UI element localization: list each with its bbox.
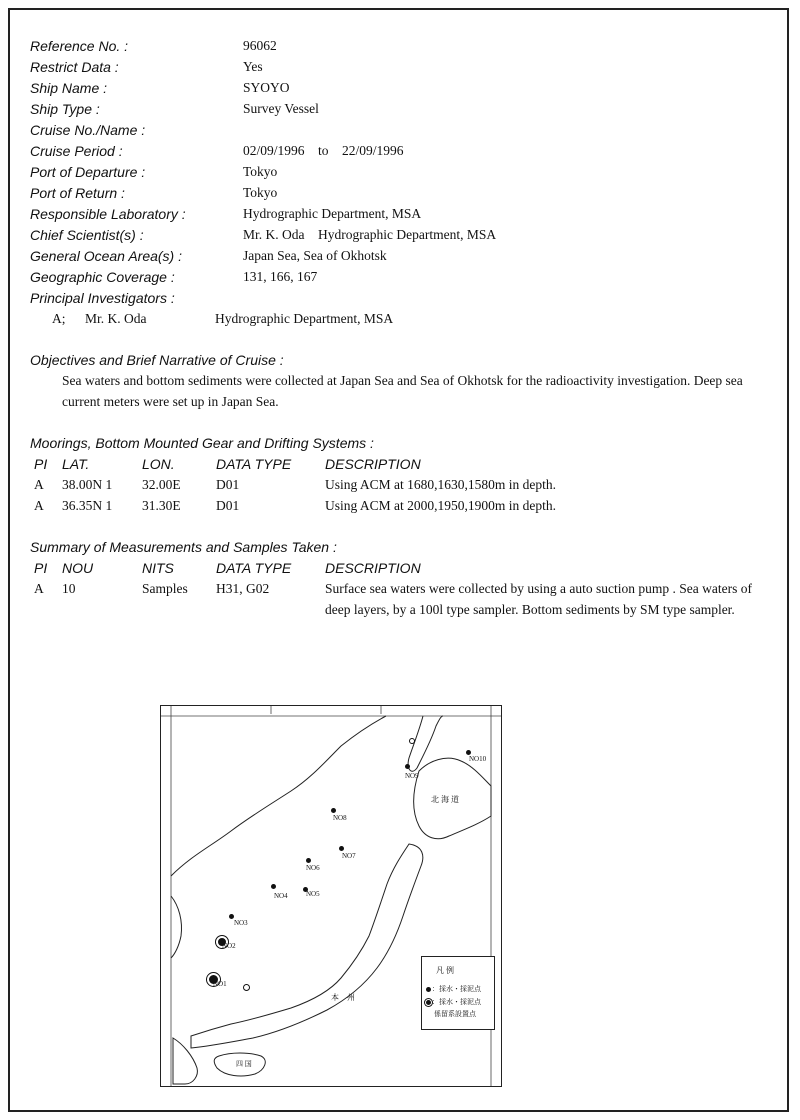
station-label: NO2 <box>222 942 236 950</box>
table-row-cell: D01 <box>216 477 240 492</box>
moorings-col-lat: LAT. <box>62 456 90 472</box>
field-value-ship-name: SYOYO <box>243 80 290 95</box>
field-value-return: Tokyo <box>243 185 278 200</box>
table-row-cell: A <box>34 477 44 492</box>
field-label-ocean-area: General Ocean Area(s) : <box>30 248 182 264</box>
legend-title: 凡 例 <box>436 966 454 975</box>
station-label: NO8 <box>333 814 347 822</box>
measurement-pi: A <box>34 581 44 596</box>
investigator-dept: Hydrographic Department, MSA <box>215 311 394 326</box>
field-value-departure: Tokyo <box>243 164 278 179</box>
table-row-cell: Using ACM at 1680,1630,1580m in depth. <box>325 477 557 492</box>
station-marker <box>306 858 311 863</box>
legend-item-1: ：採水・採泥点 <box>432 985 481 993</box>
station-marker <box>271 884 276 889</box>
field-label-chief-scientist: Chief Scientist(s) : <box>30 227 144 243</box>
korea-coastline <box>171 896 182 958</box>
region-label-shikoku: 四 国 <box>236 1060 252 1068</box>
station-marker <box>339 846 344 851</box>
table-row-cell: 31.30E <box>142 498 181 513</box>
field-value-ocean-area: Japan Sea, Sea of Okhotsk <box>243 248 387 263</box>
moorings-col-desc: DESCRIPTION <box>325 456 421 472</box>
measurement-nits: Samples <box>142 581 188 596</box>
legend-ringed-dot-icon <box>425 999 432 1006</box>
legend-item-2b: 係留系設置点 <box>434 1010 476 1018</box>
document-page <box>8 8 789 1112</box>
region-label-hokkaido: 北 海 道 <box>431 795 459 804</box>
field-value-laboratory: Hydrographic Department, MSA <box>243 206 422 221</box>
field-label-return: Port of Return : <box>30 185 125 201</box>
table-row-cell: Using ACM at 2000,1950,1900m in depth. <box>325 498 557 513</box>
station-label: NO7 <box>342 852 356 860</box>
legend-filled-dot-icon <box>426 987 431 992</box>
measurement-desc-line-1: Surface sea waters were collected by using a auto suction pump . Sea waters of <box>325 581 752 596</box>
field-value-coverage: 131, 166, 167 <box>243 269 318 284</box>
station-label: NO6 <box>306 864 320 872</box>
moorings-heading: Moorings, Bottom Mounted Gear and Drifting Systems : <box>30 435 374 451</box>
table-row-cell: 36.35N 1 <box>62 498 113 513</box>
measurement-desc-line-2: deep layers, by a 100l type sampler. Bottom sediments by SM type sampler. <box>325 602 735 617</box>
field-label-laboratory: Responsible Laboratory : <box>30 206 186 222</box>
moorings-col-lon: LON. <box>142 456 175 472</box>
mooring-marker <box>409 738 415 744</box>
station-label: NO10 <box>469 755 487 763</box>
field-value-chief-scientist: Mr. K. Oda Hydrographic Department, MSA <box>243 227 497 242</box>
table-row-cell: 32.00E <box>142 477 181 492</box>
field-label-restrict: Restrict Data : <box>30 59 119 75</box>
table-row-cell: A <box>34 498 44 513</box>
station-label: NO3 <box>234 919 248 927</box>
objectives-line-1: Sea waters and bottom sediments were collected at Japan Sea and Sea of Okhotsk for the radioactivity investigation. Deep sea <box>62 373 743 388</box>
measurement-type: H31, G02 <box>216 581 270 596</box>
field-value-reference: 96062 <box>243 38 277 53</box>
moorings-col-pi: PI <box>34 456 48 472</box>
station-label: NO5 <box>306 890 320 898</box>
objectives-heading: Objectives and Brief Narrative of Cruise : <box>30 352 284 368</box>
field-label-ship-type: Ship Type : <box>30 101 100 117</box>
field-label-cruise-period: Cruise Period : <box>30 143 123 159</box>
station-label: NO9 <box>405 772 419 780</box>
kyushu-coastline <box>173 1038 197 1084</box>
measurements-col-nits: NITS <box>142 560 174 576</box>
table-row-cell: 38.00N 1 <box>62 477 113 492</box>
field-value-cruise-period: 02/09/1996 to 22/09/1996 <box>243 143 404 158</box>
table-row-cell: D01 <box>216 498 240 513</box>
legend-item-2: ：採水・採泥点 <box>432 998 481 1006</box>
station-label: NO1 <box>213 980 227 988</box>
measurements-col-pi: PI <box>34 560 48 576</box>
measurements-col-type: DATA TYPE <box>216 560 292 576</box>
field-label-reference: Reference No. : <box>30 38 129 54</box>
measurements-col-nou: NOU <box>62 560 94 576</box>
station-marker <box>331 808 336 813</box>
field-label-investigators: Principal Investigators : <box>30 290 175 306</box>
measurement-nou: 10 <box>62 581 76 596</box>
field-label-cruise-no: Cruise No./Name : <box>30 122 146 138</box>
station-map <box>160 705 502 1087</box>
region-label-honshu: 本 州 <box>331 993 355 1002</box>
field-value-restrict: Yes <box>243 59 263 74</box>
field-value-ship-type: Survey Vessel <box>243 101 319 116</box>
objectives-line-2: current meters were set up in Japan Sea. <box>62 394 279 409</box>
station-label: NO4 <box>274 892 288 900</box>
moorings-col-type: DATA TYPE <box>216 456 292 472</box>
field-label-coverage: Geographic Coverage : <box>30 269 175 285</box>
field-label-departure: Port of Departure : <box>30 164 146 180</box>
investigator-name: Mr. K. Oda <box>85 311 147 326</box>
investigator-code: A; <box>52 311 66 326</box>
mooring-marker <box>243 984 250 991</box>
measurements-col-desc: DESCRIPTION <box>325 560 421 576</box>
measurements-heading: Summary of Measurements and Samples Taken : <box>30 539 337 555</box>
field-label-ship-name: Ship Name : <box>30 80 108 96</box>
map-legend <box>421 956 495 1030</box>
station-marker <box>405 764 410 769</box>
